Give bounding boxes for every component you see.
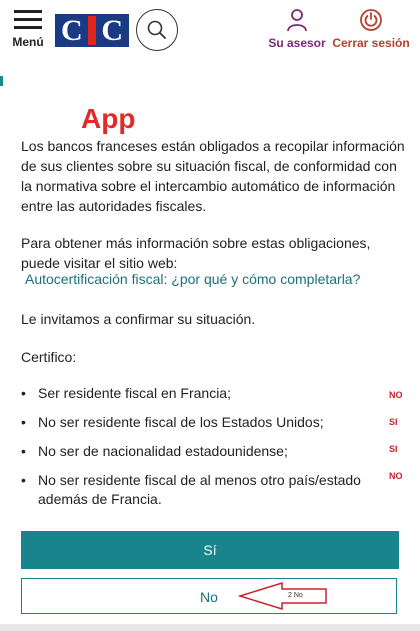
menu-label: Menú — [12, 35, 44, 49]
list-item: • No ser de nacionalidad estadounidense; — [21, 442, 413, 461]
self-certification-link[interactable]: Autocertificación fiscal: ¿por qué y cómo completarla? — [25, 271, 361, 287]
app-overlay-title: App — [81, 103, 136, 134]
header — [0, 0, 420, 66]
logout-button[interactable] — [330, 8, 412, 50]
list-item: • No ser residente fiscal de al menos otro país/estado además de Francia. — [21, 471, 413, 509]
advisor-label: Su asesor — [268, 36, 326, 50]
cic-logo[interactable] — [55, 14, 129, 47]
person-icon — [285, 8, 309, 32]
certification-list — [21, 384, 413, 509]
section-marker — [0, 76, 3, 86]
annotation-arrow-text: 2 No — [288, 592, 303, 599]
bottom-divider — [0, 624, 420, 631]
logo-letter-c: C — [61, 14, 83, 47]
logout-label: Cerrar sesión — [332, 36, 410, 50]
invite-text: Le invitamos a confirmar su situación. — [21, 311, 256, 327]
hamburger-icon — [14, 10, 42, 29]
power-icon — [359, 8, 383, 32]
intro-paragraph: Los bancos franceses están obligados a recopilar información de sus clientes sobre su situación fiscal, de conformidad con la normativa sobre el intercambio automático de información entre las autoridades fiscales. — [21, 138, 405, 214]
logo-i-bar — [88, 16, 96, 45]
advisor-button[interactable] — [268, 8, 326, 50]
menu-button[interactable] — [8, 10, 48, 49]
more-info-paragraph: Para obtener más información sobre estas obligaciones, puede visitar el sitio web: — [21, 235, 371, 271]
yes-button[interactable]: Sí — [21, 531, 399, 569]
search-icon — [146, 19, 168, 41]
annotation-arrow-icon — [238, 580, 330, 612]
annotation-label: NO — [389, 471, 403, 481]
annotation-label: SI — [389, 417, 398, 427]
annotation-label: NO — [389, 390, 403, 400]
no-button[interactable]: No — [21, 578, 397, 614]
logo-letter-c: C — [101, 14, 123, 47]
list-item: • No ser residente fiscal de los Estados Unidos; — [21, 413, 413, 432]
annotation-label: SI — [389, 444, 398, 454]
certify-label: Certifico: — [21, 349, 77, 365]
list-item: • Ser residente fiscal en Francia; — [21, 384, 413, 403]
search-button[interactable] — [136, 9, 178, 51]
